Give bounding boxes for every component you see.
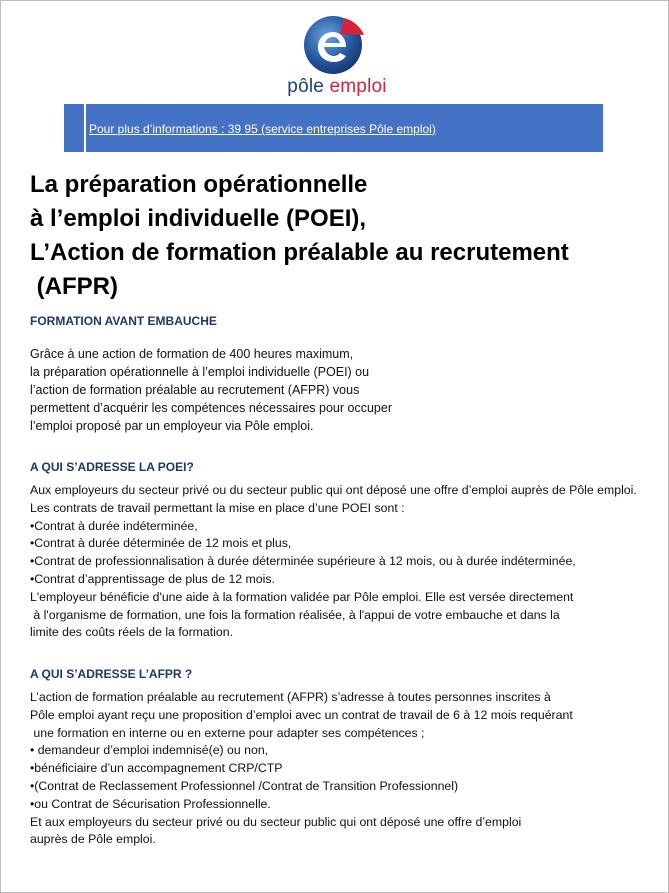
intro-line: l’emploi proposé par un employeur via Pôle emploi.	[30, 419, 314, 433]
logo-wordmark	[282, 76, 392, 98]
poei-line: •Contrat d’apprentissage de plus de 12 mois.	[30, 571, 275, 586]
subtitle: FORMATION AVANT EMBAUCHE	[30, 314, 217, 328]
afpr-line: Et aux employeurs du secteur privé ou du secteur public qui ont déposé une offre d’emploi	[30, 814, 522, 829]
afpr-paragraph	[30, 689, 573, 849]
poei-line: à l'organisme de formation, une fois la formation réalisée, à l'appui de votre embauche et dans la	[30, 607, 560, 622]
poei-line: Aux employeurs du secteur privé ou du secteur public qui ont déposé une offre d’emploi auprès de Pôle emploi.	[30, 483, 637, 497]
intro-paragraph	[30, 345, 392, 435]
afpr-heading: A QUI S’ADRESSE L’AFPR ?	[30, 667, 193, 681]
page-title	[30, 168, 650, 304]
title-line: (AFPR)	[30, 273, 118, 300]
pole-emploi-logo-icon	[282, 12, 392, 78]
afpr-line: une formation en interne ou en externe pour adapter ses compétences ;	[30, 725, 425, 740]
afpr-line: Pôle emploi ayant reçu une proposition d’emploi avec un contrat de travail de 6 à 12 mois requérant	[30, 707, 573, 722]
poei-line: •Contrat à durée déterminée de 12 mois et plus,	[30, 536, 292, 551]
afpr-line: auprès de Pôle emploi.	[30, 832, 156, 847]
poei-line: limite des coûts réels de la formation.	[30, 625, 233, 640]
intro-line: permettent d’acquérir les compétences nécessaires pour occuper	[30, 401, 392, 415]
pole-emploi-logo	[282, 12, 392, 100]
poei-line: •Contrat à durée indéterminée,	[30, 518, 198, 533]
info-banner	[64, 104, 603, 152]
poei-line: Les contrats de travail permettant la mise en place d’une POEI sont :	[30, 500, 405, 515]
intro-line: Grâce à une action de formation de 400 heures maximum,	[30, 347, 354, 361]
poei-paragraph	[30, 482, 637, 642]
afpr-line: • demandeur d’emploi indemnisé(e) ou non,	[30, 743, 269, 758]
intro-line: l’action de formation préalable au recrutement (AFPR) vous	[30, 383, 360, 397]
info-phone-link[interactable]: Pour plus d’informations : 39 95 (service entreprises Pôle emploi)	[89, 122, 436, 136]
title-line: La préparation opérationnelle	[30, 171, 368, 198]
poei-line: L'employeur bénéficie d'une aide à la formation validée par Pôle emploi. Elle est versée directement	[30, 589, 574, 604]
intro-line: la préparation opérationnelle à l’emploi individuelle (POEI) ou	[30, 365, 370, 379]
info-banner-inner	[84, 104, 605, 152]
afpr-line: •bénéficiaire d’un accompagnement CRP/CTP	[30, 761, 283, 776]
logo-word-emploi: emploi	[329, 76, 387, 97]
afpr-line: •ou Contrat de Sécurisation Professionnelle.	[30, 796, 271, 811]
title-line: L’Action de formation préalable au recrutement	[30, 239, 569, 266]
afpr-line: L’action de formation préalable au recrutement (AFPR) s’adresse à toutes personnes inscrites à	[30, 690, 551, 704]
title-line: à l’emploi individuelle (POEI),	[30, 205, 367, 232]
afpr-line: •(Contrat de Reclassement Professionnel /Contrat de Transition Professionnel)	[30, 778, 459, 793]
logo-word-pole: pôle	[287, 76, 325, 97]
poei-line: •Contrat de professionnalisation à durée déterminée supérieure à 12 mois, ou à durée indéterminée,	[30, 554, 576, 569]
poei-heading: A QUI S’ADRESSE LA POEI?	[30, 460, 194, 474]
